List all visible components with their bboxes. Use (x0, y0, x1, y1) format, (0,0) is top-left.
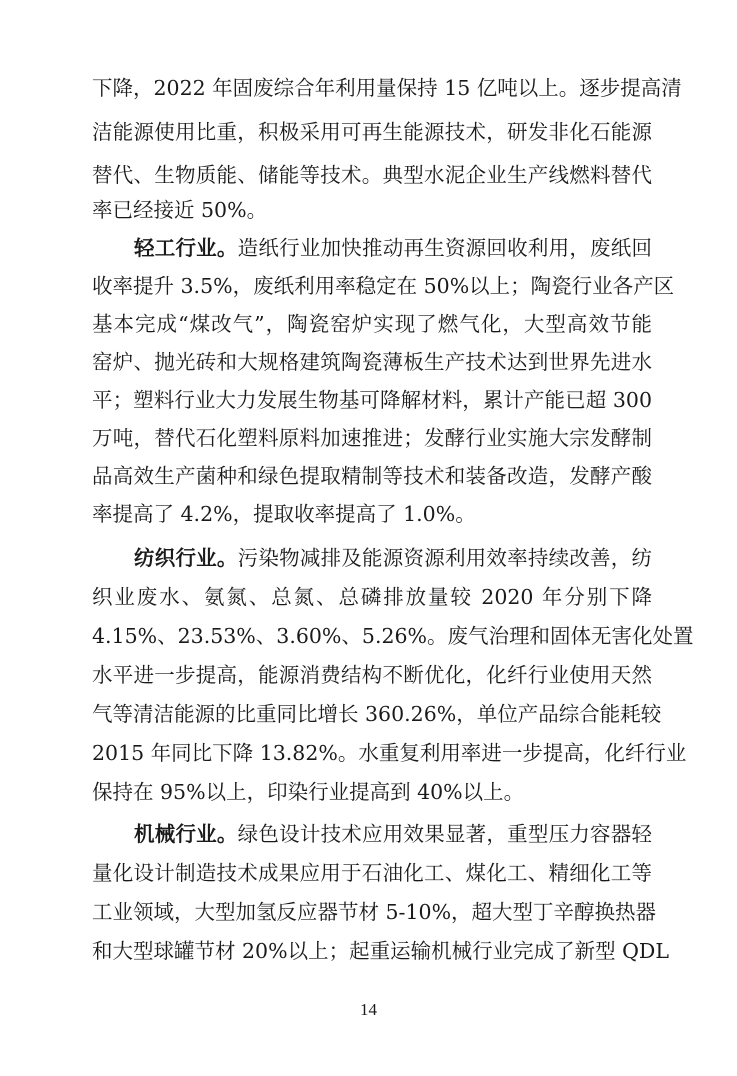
text-line: 收率提升 3.5%，废纸利用率稳定在 50%以上；陶瓷行业各产区 (92, 274, 675, 298)
text-line: 保持在 95%以上，印染行业提高到 40%以上。 (92, 780, 525, 804)
text-line: 率提高了 4.2%，提取收率提高了 1.0%。 (92, 502, 476, 526)
text-line: 洁能源使用比重，积极采用可再生能源技术，研发非化石能源 (92, 120, 652, 144)
text-line: 品高效生产菌种和绿色提取精制等技术和装备改造，发酵产酸 (92, 464, 652, 488)
text-line: 织业废水、氨氮、总氮、总磷排放量较 2020 年分别下降 (92, 585, 652, 609)
section-heading-textile-industry: 纺织行业。 (134, 546, 238, 570)
section-heading-machinery-industry: 机械行业。 (134, 822, 238, 846)
text-line: 2015 年同比下降 13.82%。水重复利用率进一步提高，化纤行业 (92, 741, 687, 765)
text-line: 基本完成“煤改气”，陶瓷窑炉实现了燃气化，大型高效节能 (92, 312, 652, 336)
text-line: 量化设计制造技术成果应用于石油化工、煤化工、精细化工等 (92, 861, 652, 885)
text-line: 万吨，替代石化塑料原料加速推进；发酵行业实施大宗发酵制 (92, 426, 652, 450)
text-line: 4.15%、23.53%、3.60%、5.26%。废气治理和固体无害化处置 (92, 624, 694, 648)
text-line: 工业领域，大型加氢反应器节材 5-10%，超大型丁辛醇换热器 (92, 900, 657, 924)
text-run: 污染物减排及能源资源利用效率持续改善，纺 (237, 546, 653, 570)
text-line: 和大型球罐节材 20%以上；起重运输机械行业完成了新型 QDL (92, 939, 669, 963)
text-line: 下降，2022 年固废综合年利用量保持 15 亿吨以上。逐步提高清 (92, 76, 682, 100)
paragraph-first-line (134, 543, 652, 573)
text-run: 绿色设计技术应用效果显著，重型压力容器轻 (237, 822, 653, 846)
text-line: 替代、生物质能、储能等技术。典型水泥企业生产线燃料替代 (92, 163, 652, 187)
text-line: 窑炉、抛光砖和大规格建筑陶瓷薄板生产技术达到世界先进水 (92, 350, 652, 374)
text-line: 平；塑料行业大力发展生物基可降解材料，累计产能已超 300 (92, 388, 652, 412)
paragraph-first-line (134, 233, 652, 263)
text-run: 造纸行业加快推动再生资源回收利用，废纸回 (237, 236, 653, 260)
text-line: 水平进一步提高，能源消费结构不断优化，化纤行业使用天然 (92, 663, 652, 687)
text-line: 气等清洁能源的比重同比增长 360.26%，单位产品综合能耗较 (92, 702, 662, 726)
paragraph-first-line (134, 819, 652, 849)
section-heading-light-industry: 轻工行业。 (134, 236, 238, 260)
text-line: 率已经接近 50%。 (92, 198, 268, 222)
page-number: 14 (360, 1000, 377, 1019)
